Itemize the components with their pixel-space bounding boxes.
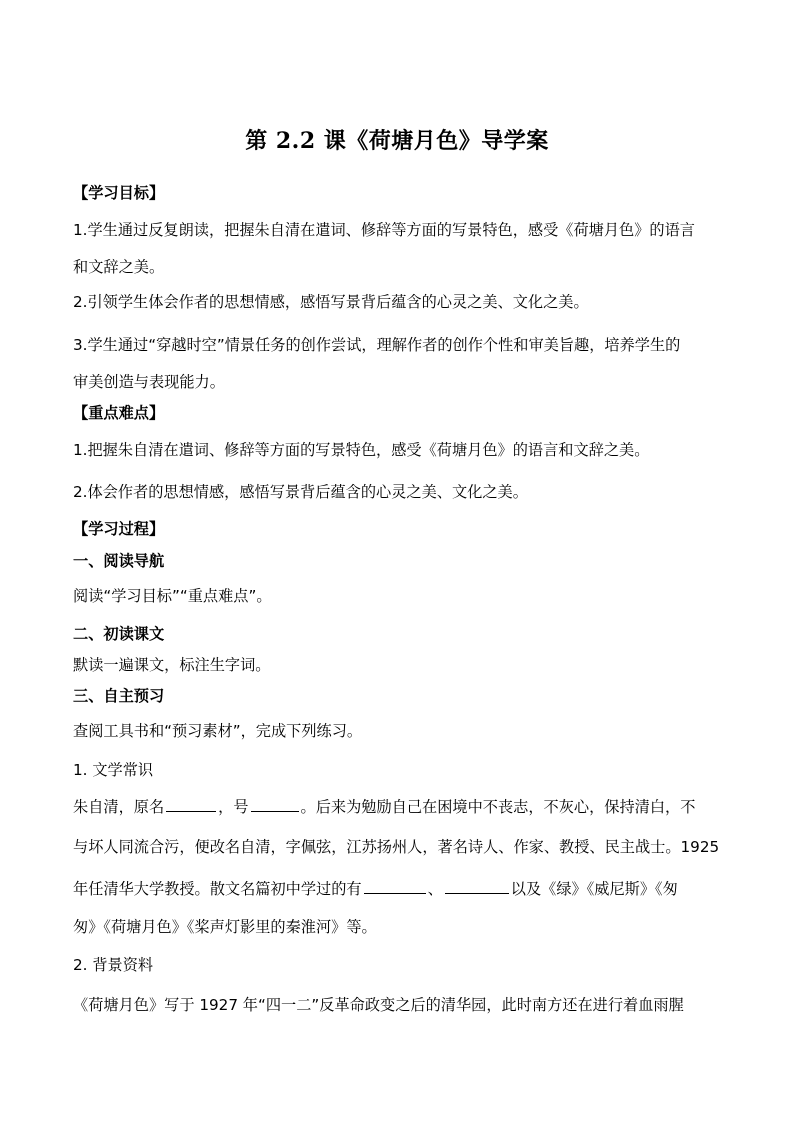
step-3-text: 查阅工具书和“预习素材”，完成下列练习。 [73,722,363,740]
text-segment: 年任清华大学教授。散文名篇初中学过的有 [73,880,362,898]
section-heading-goals: 【学习目标】 [73,184,165,202]
step-1-text: 阅读“学习目标”“重点难点”。 [73,587,272,605]
literature-line-2: 与坏人同流合污，便改名自清，字佩弦，江苏扬州人，著名诗人、作家、教授、民主战士。1925 [73,838,720,856]
step-3-heading: 三、自主预习 [73,687,165,705]
literature-line-3 [73,878,678,899]
background-line-1: 《荷塘月色》写于 1927 年“四一二”反革命政变之后的清华园，此时南方还在进行着血雨腥 [73,996,684,1014]
goal-1-line-1: 1.学生通过反复朗读，把握朱自清在遣词、修辞等方面的写景特色，感受《荷塘月色》的语言 [73,221,695,239]
literature-line-4: 匆》《荷塘月色》《桨声灯影里的秦淮河》等。 [73,918,377,936]
section-heading-process: 【学习过程】 [73,520,165,538]
fill-blank-original-name[interactable] [166,796,216,812]
key-point-1: 1.把握朱自清在遣词、修辞等方面的写景特色，感受《荷塘月色》的语言和文辞之美。 [73,441,650,459]
fill-blank-style-name[interactable] [251,796,299,812]
text-segment: 。后来为勉励自己在困境中不丧志，不灰心，保持清白，不 [300,798,696,816]
text-segment: 朱自清，原名 [73,798,165,816]
section-heading-key-points: 【重点难点】 [73,404,165,422]
fill-blank-essay-1[interactable] [364,878,426,894]
literature-line-1 [73,796,695,817]
goal-1-line-2: 和文辞之美。 [73,258,165,276]
goal-2: 2.引领学生体会作者的思想情感，感悟写景背后蕴含的心灵之美、文化之美。 [73,293,589,311]
text-segment: ，号 [218,798,249,816]
key-point-2: 2.体会作者的思想情感，感悟写景背后蕴含的心灵之美、文化之美。 [73,483,528,501]
text-segment: 以及《绿》《威尼斯》《匆 [510,880,678,898]
fill-blank-essay-2[interactable] [445,878,509,894]
item-2-heading: 2. 背景资料 [73,956,154,974]
item-1-heading: 1. 文学常识 [73,761,154,779]
step-2-heading: 二、初读课文 [73,625,165,643]
text-segment: 、 [427,880,443,898]
goal-3-line-2: 审美创造与表现能力。 [73,373,225,391]
step-1-heading: 一、阅读导航 [73,552,165,570]
goal-3-line-1: 3.学生通过“穿越时空”情景任务的创作尝试，理解作者的创作个性和审美旨趣，培养学生的 [73,336,681,354]
step-2-text: 默读一遍课文，标注生字词。 [73,656,271,674]
page-title: 第 2.2 课《荷塘月色》导学案 [245,128,549,154]
